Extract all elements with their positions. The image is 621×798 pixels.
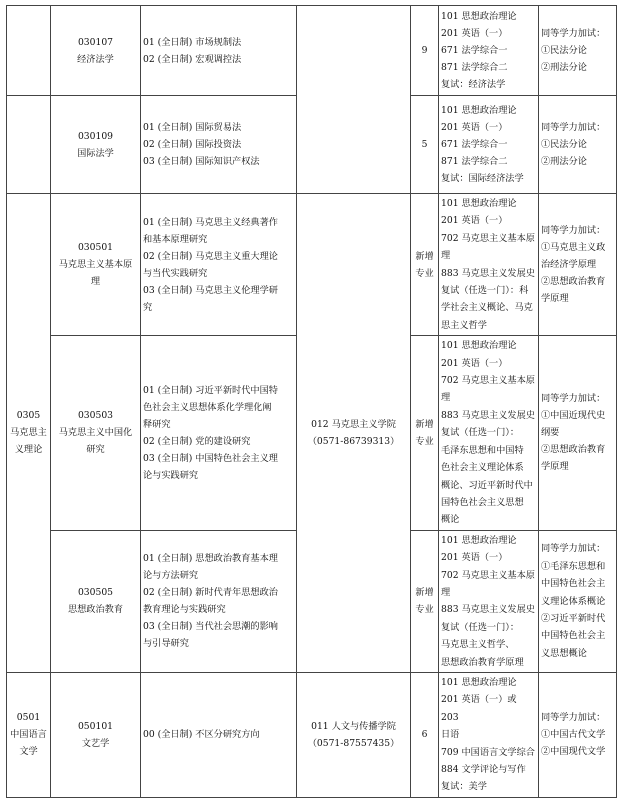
exams-cell: 101 思想政治理论 201 英语（一） 671 法学综合一 871 法学综合二 复试：国际经济法学 — [439, 96, 539, 194]
major-cell: 030109 国际法学 — [51, 96, 141, 194]
discipline-cell — [7, 96, 51, 194]
directions-cell: 00 (全日制) 不区分研究方向 — [141, 672, 297, 797]
discipline-cell: 0305 马克思主 义理论 — [7, 194, 51, 673]
exams-cell: 101 思想政治理论 201 英语（一）或 203 日语 709 中国语言文学综合 884 文学评论与写作 复试：美学 — [439, 672, 539, 797]
enroll-cell: 新增 专业 — [411, 530, 439, 672]
directions-cell: 01 (全日制) 思想政治教育基本理 论与方法研究 02 (全日制) 新时代青年思想政治 教育理论与实践研究 03 (全日制) 当代社会思潮的影响 与引导研究 — [141, 530, 297, 672]
notes-cell: 同等学力加试： ①中国近现代史 纲要 ②思想政治教育 学原理 — [539, 336, 617, 530]
major-cell: 050101 文艺学 — [51, 672, 141, 797]
directions-cell: 01 (全日制) 马克思主义经典著作 和基本原理研究 02 (全日制) 马克思主义重大理论 与当代实践研究 03 (全日制) 马克思主义伦理学研 究 — [141, 194, 297, 336]
enroll-cell: 新增 专业 — [411, 194, 439, 336]
discipline-cell — [7, 6, 51, 96]
major-cell: 030107 经济法学 — [51, 6, 141, 96]
enroll-cell: 6 — [411, 672, 439, 797]
directions-cell: 01 (全日制) 市场规制法 02 (全日制) 宏观调控法 — [141, 6, 297, 96]
notes-cell: 同等学力加试： ①毛泽东思想和 中国特色社会主 义理论体系概论 ②习近平新时代 中国特色社会主 义思想概论 — [539, 530, 617, 672]
exams-cell: 101 思想政治理论 201 英语（一） 702 马克思主义基本原理 883 马克思主义发展史 复试（任选一门）： 马克思主义哲学、 思想政治教育学原理 — [439, 530, 539, 672]
table-row — [7, 672, 617, 797]
notes-cell: 同等学力加试： ①民法分论 ②刑法分论 — [539, 96, 617, 194]
major-cell: 030501 马克思主义基本原 理 — [51, 194, 141, 336]
table-row — [7, 194, 617, 336]
enroll-cell: 9 — [411, 6, 439, 96]
directions-cell: 01 (全日制) 国际贸易法 02 (全日制) 国际投资法 03 (全日制) 国际知识产权法 — [141, 96, 297, 194]
college-cell — [297, 6, 411, 194]
notes-cell: 同等学力加试： ①马克思主义政 治经济学原理 ②思想政治教育 学原理 — [539, 194, 617, 336]
college-cell: 011 人文与传播学院 （0571-87557435） — [297, 672, 411, 797]
enroll-cell: 5 — [411, 96, 439, 194]
table-row — [7, 6, 617, 96]
notes-cell: 同等学力加试： ①民法分论 ②刑法分论 — [539, 6, 617, 96]
admissions-table — [6, 5, 617, 798]
major-cell: 030503 马克思主义中国化 研究 — [51, 336, 141, 530]
notes-cell: 同等学力加试： ①中国古代文学 ②中国现代文学 — [539, 672, 617, 797]
exams-cell: 101 思想政治理论 201 英语（一） 671 法学综合一 871 法学综合二 复试：经济法学 — [439, 6, 539, 96]
major-cell: 030505 思想政治教育 — [51, 530, 141, 672]
college-cell: 012 马克思主义学院 （0571-86739313） — [297, 194, 411, 673]
enroll-cell: 新增 专业 — [411, 336, 439, 530]
discipline-cell: 0501 中国语言 文学 — [7, 672, 51, 797]
exams-cell: 101 思想政治理论 201 英语（一） 702 马克思主义基本原理 883 马克思主义发展史 复试（任选一门）：科 学社会主义概论、马克 思主义哲学 — [439, 194, 539, 336]
directions-cell: 01 (全日制) 习近平新时代中国特 色社会主义思想体系化学理化阐 释研究 02 (全日制) 党的建设研究 03 (全日制) 中国特色社会主义理 论与实践研究 — [141, 336, 297, 530]
exams-cell: 101 思想政治理论 201 英语（一） 702 马克思主义基本原理 883 马克思主义发展史 复试（任选一门）： 毛泽东思想和中国特 色社会主义理论体系 概论、习近平新时代中 国特色社会主义思想 概论 — [439, 336, 539, 530]
